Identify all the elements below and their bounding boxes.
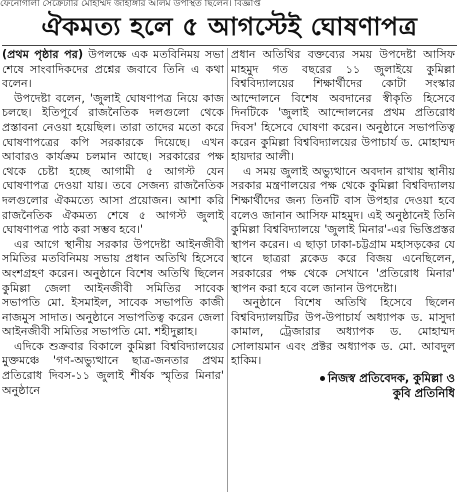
left-paragraph-3: এর আগে স্থানীয় সরকার উপদেষ্টা আইনজীবী সমিতির মতবিনিময় সভায় প্রধান অতিথি হিসেবে অংশগ্রহণ করেন। অনুষ্ঠানে বিশেষ অতিথি ছিলেন কুমিল্লা জেলা আইনজীবী সমিতির সাবেক সভাপতি মো. ইসমাইল, সাবেক সভাপতি কাজী নাজমুস সাদাত। অনুষ্ঠানে সভাপতিত্ব করেন জেলা আইনজীবী সমিতির সভাপতি মো. শহীদুল্লাহ। <box>2 237 224 339</box>
previous-article-fragment: ফেনোগালী সেক্রেটারি মোহাম্মদ জাহাঙ্গীর আলম উপস্থিত ছিলেন। বিজ্ঞপ্তি <box>0 0 261 9</box>
right-paragraph-2: এ সময় জুলাই অভ্যুত্থানে অবদান রাখায় স্থানীয় সরকার মন্ত্রণালয়ের পক্ষ থেকে কুমিল্লা বিশ্ববিদ্যালয় শিক্ষার্থীদের জন্য তিনটি বাস উপহার দেওয়া হবে বলেও জানান আসিফ মাহমুদ। এই অনুষ্ঠানেই তিনি কুমিল্লা বিশ্ববিদ্যালয়ে 'জুলাই মিনার'-এর ভিত্তিপ্রস্তর স্থাপন করেন। এ ছাড়া ঢাকা-চট্টগ্রাম মহাসড়কের যে স্থানে ছাত্ররা ব্লকেড করে বিজয় এনেছিলেন, সরকারের পক্ষ থেকে সেখানে 'প্রতিরোধ মিনার' স্থাপন করা হবে বলে জানান উপদেষ্টা। <box>231 164 455 295</box>
byline <box>231 371 455 386</box>
left-paragraph-4: এদিকে শুক্রবার বিকালে কুমিল্লা বিশ্ববিদ্যালয়ের মুক্তমঞ্চে 'গণ-অভ্যুত্থানে ছাত্র-জনতার প্রথম প্রতিরোধ দিবস-১১ জুলাই শীর্ষক স্মৃতির মিনার' অনুষ্ঠানে <box>2 339 224 397</box>
byline-line-1: নিজস্ব প্রতিবেদক, কুমিল্লা ও <box>327 371 455 386</box>
right-column <box>231 48 455 492</box>
bullet-icon <box>320 376 325 381</box>
article-headline: ঐকমত্য হলে ৫ আগস্টেই ঘোষণাপত্র <box>41 12 418 41</box>
left-column <box>2 48 224 492</box>
left-paragraph-1-text: উপলক্ষে এক মতবিনিময় সভা শেষে সাংবাদিকদের প্রশ্নের জবাবে তিনি এ কথা বলেন। <box>2 48 224 91</box>
left-paragraph-1 <box>2 48 224 92</box>
left-paragraph-2: উপদেষ্টা বলেন, 'জুলাই ঘোষণাপত্র নিয়ে কাজ চলছে। ইতিপূর্বে রাজনৈতিক দলগুলো থেকে প্রস্তাবনা নেওয়া হয়েছিল। তারা তাদের মতো করে ঘোষণাপত্রের কপি সরকারকে দিয়েছে। এখন আবারও কার্যক্রম চলমান আছে। সরকারের পক্ষ থেকে চেষ্টা হচ্ছে আগামী ৫ আগস্ট যেন ঘোষণাপত্র দেওয়া যায়। তবে সেজন্য রাজনৈতিক দলগুলোর ঐকমত্যে আসা প্রয়োজন। আশা করি রাজনৈতিক ঐকমত্য শেষে ৫ আগস্ট জুলাই ঘোষণাপত্র পাঠ করা সম্ভব হবে।' <box>2 91 224 237</box>
byline-line-2: কুবি প্রতিনিধি <box>392 386 455 401</box>
continued-from-front-page-kicker: (প্রথম পৃষ্ঠার পর) <box>2 48 84 61</box>
headline-divider <box>2 45 457 46</box>
right-paragraph-3: অনুষ্ঠানে বিশেষ অতিথি হিসেবে ছিলেন বিশ্ববিদ্যালয়টির উপ-উপাচার্য অধ্যাপক ড. মাসুদা কামাল, ট্রেজারার অধ্যাপক ড. মোহাম্মদ সোলায়মান এবং প্রক্টর অধ্যাপক ড. মো. আবদুল হাকিম। <box>231 296 455 368</box>
column-divider <box>227 48 228 492</box>
right-paragraph-1: প্রধান অতিথির বক্তব্যের সময় উপদেষ্টা আসিফ মাহমুদ গত বছরের ১১ জুলাইয়ে কুমিল্লা বিশ্ববিদ্যালয়ের শিক্ষার্থীদের কোটা সংস্কার আন্দোলনে বিশেষ অবদানের স্বীকৃতি হিসেবে দিনটিকে 'জুলাই আন্দোলনের প্রথম প্রতিরোধ দিবস' হিসেবে ঘোষণা করেন। অনুষ্ঠানে সভাপতিত্ব করেন কুমিল্লা বিশ্ববিদ্যালয়ের উপাচার্য ড. মোহাম্মদ হায়দার আলী। <box>231 48 455 164</box>
